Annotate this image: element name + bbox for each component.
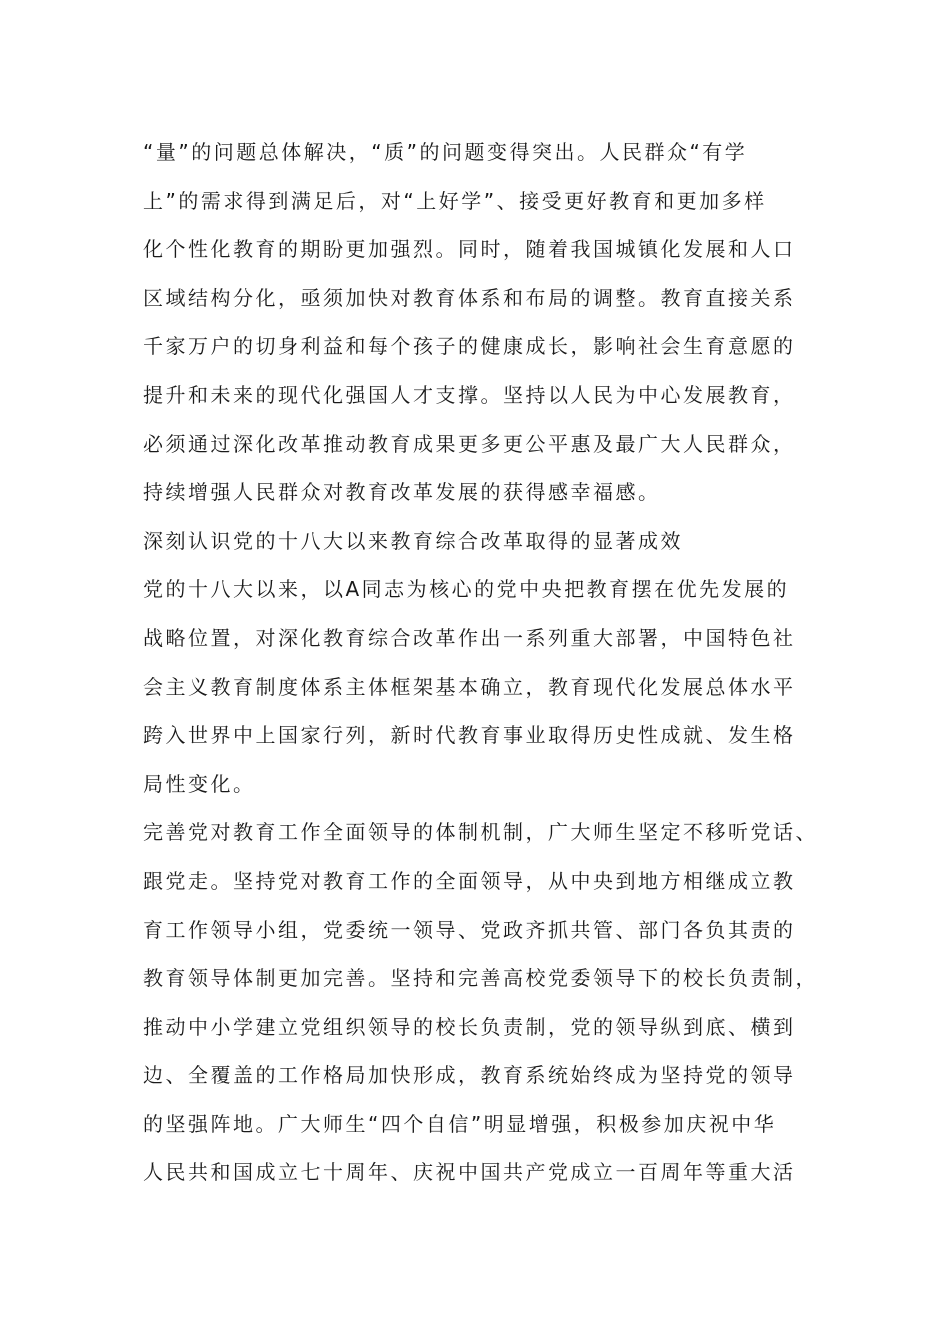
text-line: 党的十八大以来，以A同志为核心的党中央把教育摆在优先发展的 xyxy=(143,577,790,602)
text-line: 育工作领导小组，党委统一领导、党政齐抓共管、部门各负其责的 xyxy=(143,917,796,942)
section-heading: 深刻认识党的十八大以来教育综合改革取得的显著成效 xyxy=(143,528,683,553)
text-line: 区域结构分化，亟须加快对教育体系和布局的调整。教育直接关系 xyxy=(143,285,796,310)
text-line: 人民共和国成立七十周年、庆祝中国共产党成立一百周年等重大活 xyxy=(143,1160,796,1185)
text-line: 教育领导体制更加完善。坚持和完善高校党委领导下的校长负责制， xyxy=(143,966,818,991)
text-line: 必须通过深化改革推动教育成果更多更公平惠及最广大人民群众， xyxy=(143,431,796,456)
text-line: 提升和未来的现代化强国人才支撑。坚持以人民为中心发展教育， xyxy=(143,382,796,407)
text-line: 千家万户的切身利益和每个孩子的健康成长，影响社会生育意愿的 xyxy=(143,334,796,359)
text-line: 局性变化。 xyxy=(143,771,256,796)
text-line: 化个性化教育的期盼更加强烈。同时，随着我国城镇化发展和人口 xyxy=(143,237,796,262)
text-line: 战略位置，对深化教育综合改革作出一系列重大部署，中国特色社 xyxy=(143,625,796,650)
text-line: 持续增强人民群众对教育改革发展的获得感幸福感。 xyxy=(143,480,661,505)
text-line: 跟党走。坚持党对教育工作的全面领导，从中央到地方相继成立教 xyxy=(143,868,796,893)
text-line: “量”的问题总体解决，“质”的问题变得突出。人民群众“有学 xyxy=(143,140,748,164)
text-line: 推动中小学建立党组织领导的校长负责制，党的领导纵到底、横到 xyxy=(143,1014,796,1039)
text-line: 完善党对教育工作全面领导的体制机制，广大师生坚定不移听党话、 xyxy=(143,820,818,845)
text-line: 边、全覆盖的工作格局加快形成，教育系统始终成为坚持党的领导 xyxy=(143,1063,796,1088)
document-body xyxy=(143,128,818,1197)
text-line: 跨入世界中上国家行列，新时代教育事业取得历史性成就、发生格 xyxy=(143,723,796,748)
text-line: 的坚强阵地。广大师生“四个自信”明显增强，积极参加庆祝中华 xyxy=(143,1111,777,1136)
text-line: 上”的需求得到满足后，对“上好学”、接受更好教育和更加多样 xyxy=(143,188,767,213)
text-line: 会主义教育制度体系主体框架基本确立，教育现代化发展总体水平 xyxy=(143,674,796,699)
